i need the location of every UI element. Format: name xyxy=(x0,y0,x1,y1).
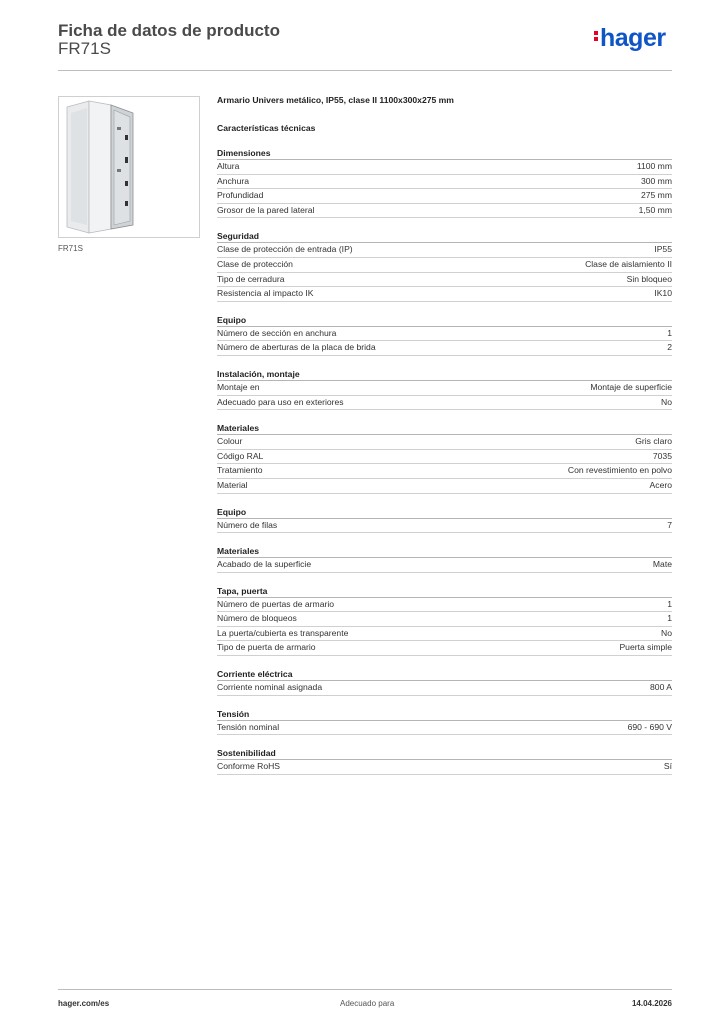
spec-label: Código RAL xyxy=(217,450,264,461)
spec-value: 1 xyxy=(667,598,672,609)
spec-section xyxy=(217,747,672,787)
spec-value: Mate xyxy=(652,559,672,570)
footer-note: Adecuado para xyxy=(340,999,395,1008)
spec-row xyxy=(217,558,672,573)
section-title: Dimensiones xyxy=(217,147,672,160)
spec-value: Acero xyxy=(649,479,672,490)
spec-row xyxy=(217,327,672,342)
spec-value: Sin bloqueo xyxy=(626,273,672,284)
spec-row xyxy=(217,760,672,775)
spec-label: Acabado de la superficie xyxy=(217,559,312,570)
product-code: FR71S xyxy=(58,39,111,58)
spec-row xyxy=(217,612,672,627)
spec-row xyxy=(217,189,672,204)
footer-divider xyxy=(58,989,672,990)
spec-label: Número de puertas de armario xyxy=(217,598,335,609)
spec-value: 800 A xyxy=(650,682,672,693)
spec-value: 690 - 690 V xyxy=(627,721,672,732)
image-caption: FR71S xyxy=(58,244,83,253)
page-title: Ficha de datos de producto xyxy=(58,21,280,40)
spec-value: 300 mm xyxy=(640,175,672,186)
header-divider xyxy=(58,70,672,71)
spec-value: 1 xyxy=(667,613,672,624)
spec-label: Altura xyxy=(217,161,240,171)
spec-row xyxy=(217,464,672,479)
spec-value: Montaje de superficie xyxy=(590,381,672,392)
spec-value: 1100 mm xyxy=(636,161,672,171)
spec-label: Adecuado para uso en exteriores xyxy=(217,396,344,407)
spec-label: Tratamiento xyxy=(217,465,263,476)
spec-row xyxy=(217,627,672,642)
spec-row xyxy=(217,175,672,190)
spec-value: Puerta simple xyxy=(619,642,672,653)
spec-label: Material xyxy=(217,479,248,490)
spec-label: Anchura xyxy=(217,175,250,186)
spec-label: Número de filas xyxy=(217,519,278,530)
section-title: Equipo xyxy=(217,506,672,519)
spec-section xyxy=(217,314,672,368)
spec-label: Resistencia al impacto IK xyxy=(217,288,314,299)
spec-label: Clase de protección xyxy=(217,258,293,269)
spec-value: IP55 xyxy=(654,244,672,255)
section-title: Materiales xyxy=(217,545,672,558)
section-title: Instalación, montaje xyxy=(217,368,672,381)
spec-row xyxy=(217,287,672,302)
spec-row xyxy=(217,341,672,356)
spec-row xyxy=(217,160,672,175)
spec-row xyxy=(217,435,672,450)
footer-website[interactable]: hager.com/es xyxy=(58,999,110,1008)
spec-section xyxy=(217,545,672,585)
spec-row xyxy=(217,381,672,396)
spec-label: Tensión nominal xyxy=(217,721,280,732)
spec-label: Colour xyxy=(217,436,243,447)
spec-section xyxy=(217,668,672,708)
spec-row xyxy=(217,258,672,273)
spec-row xyxy=(217,243,672,258)
spec-label: La puerta/cubierta es transparente xyxy=(217,627,349,638)
product-description: Armario Univers metálico, IP55, clase II 1100x300x275 mm xyxy=(217,95,454,105)
spec-section xyxy=(217,147,672,230)
spec-value: No xyxy=(661,396,672,407)
section-title: Sostenibilidad xyxy=(217,747,672,760)
section-title: Equipo xyxy=(217,314,672,327)
spec-row xyxy=(217,598,672,613)
spec-value: Con revestimiento en polvo xyxy=(567,465,672,476)
spec-section xyxy=(217,368,672,422)
spec-label: Número de bloqueos xyxy=(217,613,297,624)
spec-value: 2 xyxy=(667,342,672,353)
spec-row xyxy=(217,273,672,288)
spec-label: Grosor de la pared lateral xyxy=(217,204,315,215)
spec-section xyxy=(217,230,672,313)
spec-value: Sí xyxy=(663,761,672,772)
spec-label: Corriente nominal asignada xyxy=(217,682,323,693)
logo-dots-icon xyxy=(594,29,598,43)
spec-value: 1 xyxy=(667,327,672,338)
spec-value: 7 xyxy=(667,519,672,530)
spec-section xyxy=(217,422,672,505)
spec-label: Tipo de puerta de armario xyxy=(217,642,316,653)
spec-value: No xyxy=(661,627,672,638)
spec-value: Gris claro xyxy=(635,436,672,447)
spec-row xyxy=(217,519,672,534)
spec-label: Clase de protección de entrada (IP) xyxy=(217,244,353,255)
spec-section xyxy=(217,585,672,668)
section-title: Tensión xyxy=(217,708,672,721)
spec-value: 1,50 mm xyxy=(638,204,672,215)
spec-label: Número de sección en anchura xyxy=(217,327,337,338)
spec-label: Profundidad xyxy=(217,190,264,201)
cabinet-illustration xyxy=(59,97,199,237)
section-title: Corriente eléctrica xyxy=(217,668,672,681)
spec-value: 7035 xyxy=(652,450,672,461)
spec-sections xyxy=(217,147,672,787)
section-title: Seguridad xyxy=(217,230,672,243)
spec-row xyxy=(217,479,672,494)
product-image xyxy=(58,96,200,238)
hager-logo[interactable] xyxy=(594,24,666,53)
spec-section xyxy=(217,506,672,546)
spec-row xyxy=(217,450,672,465)
spec-row xyxy=(217,721,672,736)
section-title: Materiales xyxy=(217,422,672,435)
spec-row xyxy=(217,396,672,411)
spec-value: 275 mm xyxy=(640,190,672,201)
spec-value: IK10 xyxy=(654,288,672,299)
spec-label: Tipo de cerradura xyxy=(217,273,285,284)
section-title: Tapa, puerta xyxy=(217,585,672,598)
product-details xyxy=(217,95,672,787)
spec-label: Montaje en xyxy=(217,381,260,392)
spec-label: Conforme RoHS xyxy=(217,761,281,772)
spec-row xyxy=(217,681,672,696)
spec-row xyxy=(217,641,672,656)
spec-label: Número de aberturas de la placa de brida xyxy=(217,342,376,353)
spec-row xyxy=(217,204,672,219)
spec-value: Clase de aislamiento II xyxy=(585,258,672,269)
logo-text: hager xyxy=(600,24,666,52)
technical-characteristics-heading: Características técnicas xyxy=(217,123,316,133)
spec-section xyxy=(217,708,672,748)
footer-date: 14.04.2026 xyxy=(631,999,672,1008)
